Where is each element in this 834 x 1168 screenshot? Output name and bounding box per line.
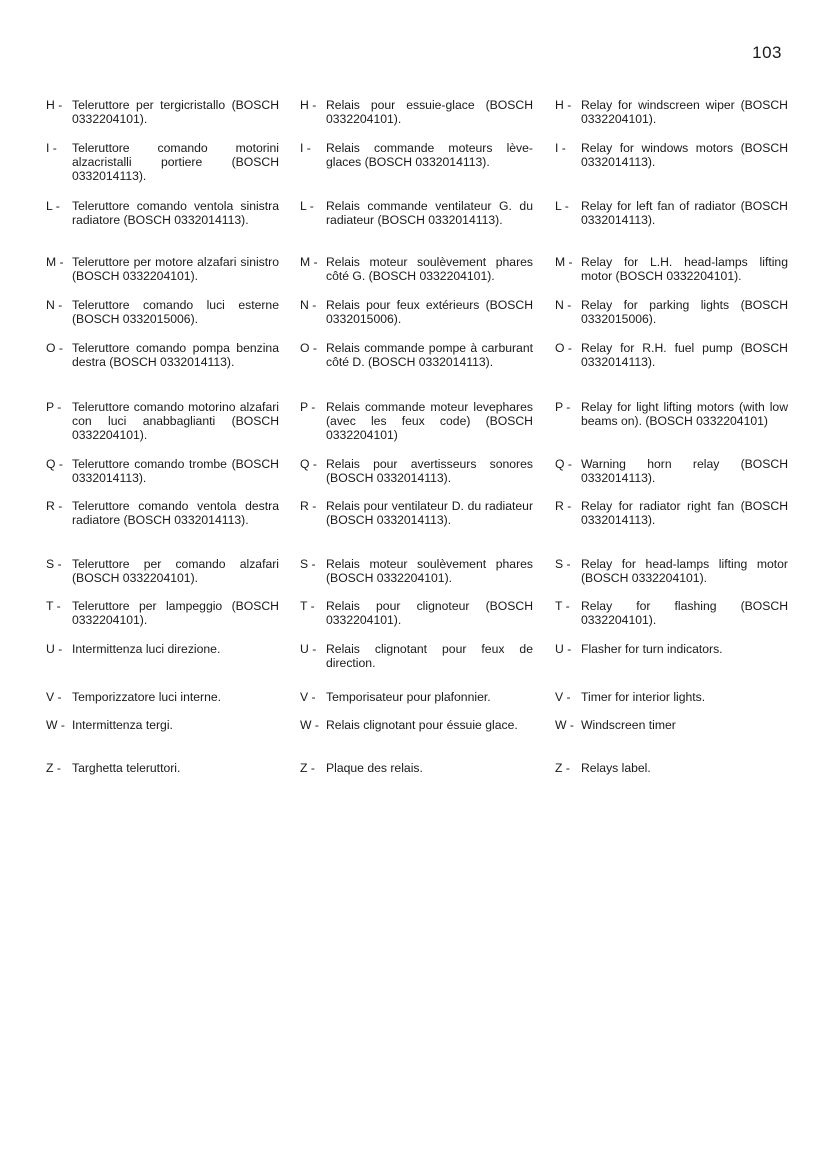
entry-q <box>46 457 279 485</box>
entry-text: Relais pour essuie-glace (BOSCH 0332204101). <box>326 98 533 126</box>
entry-letter: L - <box>555 199 569 213</box>
entry-m <box>300 255 533 283</box>
entry-letter: O - <box>555 341 572 355</box>
entry-r <box>300 499 533 527</box>
entry-o <box>46 341 279 369</box>
entry-l <box>555 199 788 227</box>
entry-text: Relais commande pompe à carburant côté D. (BOSCH 0332014113). <box>326 341 533 369</box>
entry-text: Teleruttore per comando alzafari (BOSCH 0332204101). <box>72 557 279 585</box>
entry-w <box>300 718 533 732</box>
entry-letter: T - <box>300 599 315 613</box>
entry-w <box>555 718 788 732</box>
entry-text: Teleruttore per motore alzafari sinistro (BOSCH 0332204101). <box>72 255 279 283</box>
entry-s <box>300 557 533 585</box>
entry-letter: W - <box>300 718 319 732</box>
entry-text: Teleruttore per lampeggio (BOSCH 0332204101). <box>72 599 279 627</box>
entry-letter: M - <box>300 255 318 269</box>
entry-w <box>46 718 279 732</box>
entry-q <box>300 457 533 485</box>
entry-text: Relay for windscreen wiper (BOSCH 0332204101). <box>581 98 788 126</box>
entry-text: Teleruttore comando motorino alzafari con luci anabbaglianti (BOSCH 0332204101). <box>72 400 279 442</box>
entry-text: Intermittenza luci direzione. <box>72 642 221 656</box>
entry-z <box>46 761 279 775</box>
entry-letter: R - <box>46 499 63 513</box>
entry-u <box>300 642 533 670</box>
entry-letter: T - <box>46 599 61 613</box>
entry-letter: P - <box>300 400 316 414</box>
entry-text: Teleruttore comando trombe (BOSCH 0332014113). <box>72 457 279 485</box>
entry-letter: W - <box>555 718 574 732</box>
entry-text: Teleruttore comando motorini alzacristalli portiere (BOSCH 0332014113). <box>72 141 279 183</box>
entry-text: Teleruttore per tergicristallo (BOSCH 0332204101). <box>72 98 279 126</box>
entry-text: Relay for light lifting motors (with low beams on). (BOSCH 0332204101) <box>581 400 788 428</box>
entry-letter: V - <box>46 690 62 704</box>
entry-letter: N - <box>46 298 63 312</box>
entry-text: Relay for head-lamps lifting motor (BOSCH 0332204101). <box>581 557 788 585</box>
entry-t <box>46 599 279 627</box>
entry-r <box>555 499 788 527</box>
entry-letter: U - <box>555 642 572 656</box>
entry-letter: Z - <box>555 761 570 775</box>
entry-letter: I - <box>46 141 57 155</box>
entry-text: Relay for flashing (BOSCH 0332204101). <box>581 599 788 627</box>
entry-l <box>46 199 279 227</box>
entry-letter: S - <box>46 557 62 571</box>
entry-n <box>555 298 788 326</box>
entry-s <box>555 557 788 585</box>
entry-i <box>46 141 279 183</box>
entry-letter: N - <box>300 298 317 312</box>
page-number: 103 <box>752 43 782 62</box>
entry-text: Teleruttore comando pompa benzina destra (BOSCH 0332014113). <box>72 341 279 369</box>
entry-letter: V - <box>300 690 316 704</box>
entry-text: Flasher for turn indicators. <box>581 642 723 656</box>
entry-z <box>555 761 788 775</box>
entry-text: Relay for radiator right fan (BOSCH 0332014113). <box>581 499 788 527</box>
entry-t <box>300 599 533 627</box>
entry-letter: S - <box>555 557 571 571</box>
entry-u <box>555 642 788 656</box>
entry-text: Relais commande moteur levephares (avec les feux code) (BOSCH 0332204101) <box>326 400 533 442</box>
entry-r <box>46 499 279 527</box>
entry-text: Temporisateur pour plafonnier. <box>326 690 491 704</box>
entry-m <box>46 255 279 283</box>
entry-text: Relais moteur soulèvement phares côté G. (BOSCH 0332204101). <box>326 255 533 283</box>
entry-v <box>300 690 533 704</box>
entry-letter: O - <box>46 341 63 355</box>
entry-p <box>555 400 788 428</box>
entry-text: Teleruttore comando luci esterne (BOSCH 0332015006). <box>72 298 279 326</box>
entry-letter: V - <box>555 690 571 704</box>
entry-h <box>300 98 533 126</box>
entry-text: Relay for windows motors (BOSCH 0332014113). <box>581 141 788 169</box>
entry-letter: Z - <box>300 761 315 775</box>
entry-p <box>46 400 279 442</box>
entry-text: Windscreen timer <box>581 718 676 732</box>
entry-letter: H - <box>555 98 572 112</box>
entry-letter: P - <box>46 400 62 414</box>
entry-letter: L - <box>300 199 314 213</box>
entry-text: Intermittenza tergi. <box>72 718 173 732</box>
entry-l <box>300 199 533 227</box>
entry-text: Relay for parking lights (BOSCH 0332015006). <box>581 298 788 326</box>
entry-text: Teleruttore comando ventola sinistra radiatore (BOSCH 0332014113). <box>72 199 279 227</box>
entry-text: Relais commande moteurs lève-glaces (BOSCH 0332014113). <box>326 141 533 169</box>
entry-letter: Q - <box>300 457 317 471</box>
entry-letter: P - <box>555 400 571 414</box>
entry-letter: Z - <box>46 761 61 775</box>
entry-letter: N - <box>555 298 572 312</box>
entry-u <box>46 642 279 656</box>
entry-text: Relais moteur soulèvement phares (BOSCH 0332204101). <box>326 557 533 585</box>
entry-s <box>46 557 279 585</box>
entry-text: Relais clignotant pour éssuie glace. <box>326 718 518 732</box>
entry-text: Relais pour clignoteur (BOSCH 0332204101). <box>326 599 533 627</box>
entry-text: Temporizzatore luci interne. <box>72 690 222 704</box>
entry-t <box>555 599 788 627</box>
entry-v <box>46 690 279 704</box>
entry-text: Plaque des relais. <box>326 761 423 775</box>
entry-h <box>46 98 279 126</box>
entry-n <box>46 298 279 326</box>
entry-text: Relay for R.H. fuel pump (BOSCH 0332014113). <box>581 341 788 369</box>
entry-letter: W - <box>46 718 65 732</box>
entry-text: Relay for L.H. head-lamps lifting motor (BOSCH 0332204101). <box>581 255 788 283</box>
entry-letter: M - <box>46 255 64 269</box>
entry-letter: R - <box>300 499 317 513</box>
entry-text: Teleruttore comando ventola destra radiatore (BOSCH 0332014113). <box>72 499 279 527</box>
entry-letter: L - <box>46 199 60 213</box>
entry-letter: T - <box>555 599 570 613</box>
entry-v <box>555 690 788 704</box>
entry-letter: R - <box>555 499 572 513</box>
entry-p <box>300 400 533 442</box>
entry-h <box>555 98 788 126</box>
entry-text: Warning horn relay (BOSCH 0332014113). <box>581 457 788 485</box>
entry-letter: H - <box>46 98 63 112</box>
entry-text: Relais commande ventilateur G. du radiateur (BOSCH 0332014113). <box>326 199 533 227</box>
entry-text: Timer for interior lights. <box>581 690 706 704</box>
entry-letter: S - <box>300 557 316 571</box>
entry-text: Relais pour feux extérieurs (BOSCH 0332015006). <box>326 298 533 326</box>
entry-letter: I - <box>555 141 566 155</box>
entry-text: Relais clignotant pour feux de direction. <box>326 642 533 670</box>
entry-letter: Q - <box>555 457 572 471</box>
entry-text: Relais pour ventilateur D. du radiateur (BOSCH 0332014113). <box>326 499 533 527</box>
entry-text: Targhetta teleruttori. <box>72 761 181 775</box>
entry-i <box>555 141 788 169</box>
entry-text: Relays label. <box>581 761 651 775</box>
entry-letter: U - <box>300 642 317 656</box>
entry-o <box>555 341 788 369</box>
entry-letter: U - <box>46 642 63 656</box>
entry-letter: O - <box>300 341 317 355</box>
entry-letter: M - <box>555 255 573 269</box>
entry-n <box>300 298 533 326</box>
entry-letter: H - <box>300 98 317 112</box>
entry-q <box>555 457 788 485</box>
entry-text: Relais pour avertisseurs sonores (BOSCH 0332014113). <box>326 457 533 485</box>
entry-text: Relay for left fan of radiator (BOSCH 0332014113). <box>581 199 788 227</box>
entry-i <box>300 141 533 169</box>
entry-letter: I - <box>300 141 311 155</box>
entry-m <box>555 255 788 283</box>
entry-z <box>300 761 533 775</box>
entry-letter: Q - <box>46 457 63 471</box>
entry-o <box>300 341 533 369</box>
